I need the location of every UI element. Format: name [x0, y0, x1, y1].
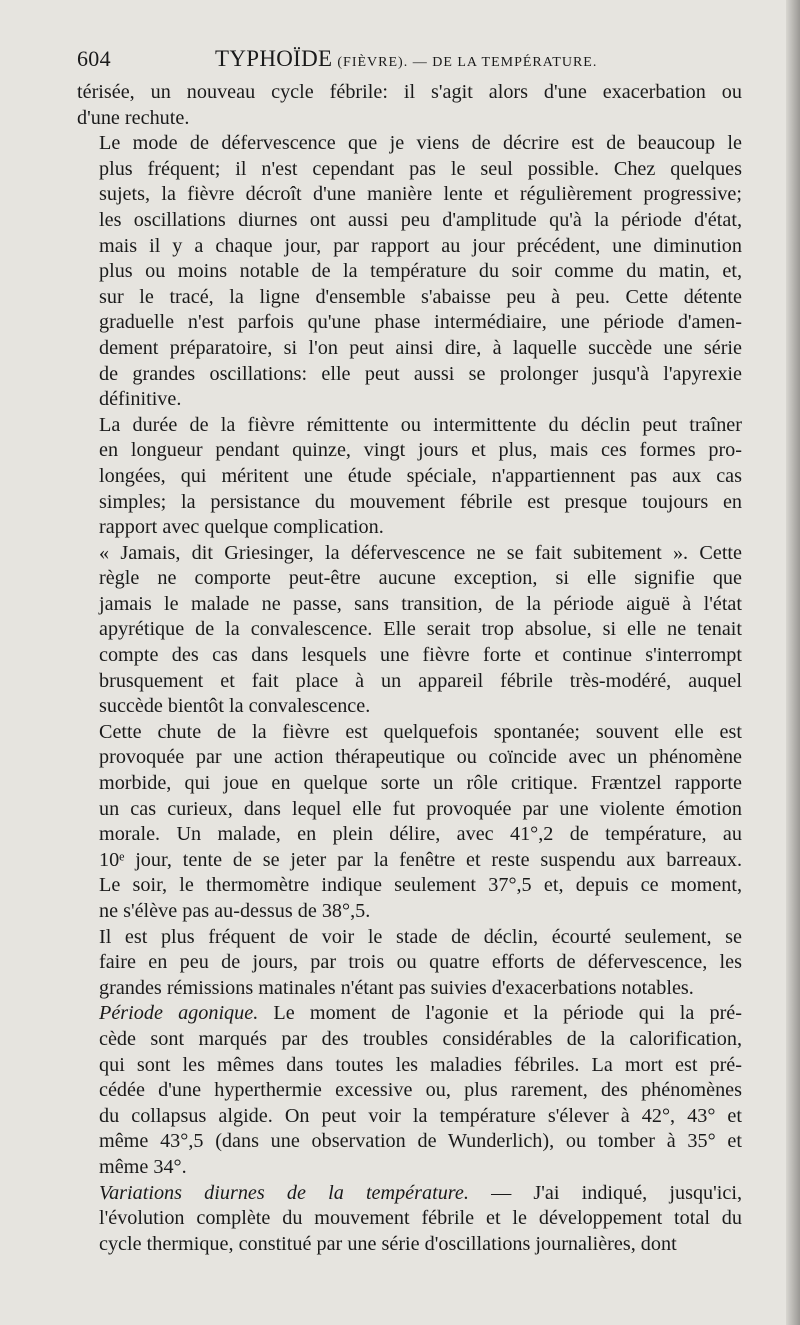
text-line: longées, qui méritent une étude spéciale, n'appartiennent pas aux cas	[99, 464, 742, 487]
text-line: du collapsus algide. On peut voir la température s'élever à 42°, 43° et	[99, 1104, 742, 1127]
paragraph	[77, 131, 742, 413]
text-line: définitive.	[99, 388, 182, 411]
page-number: 604	[77, 46, 111, 71]
text-line: Cette chute de la fièvre est quelquefois spontanée; souvent elle est	[99, 720, 742, 743]
paragraph	[77, 1181, 742, 1258]
text-line: « Jamais, dit Griesinger, la défervescence ne se fait subitement ». Cette	[99, 541, 742, 564]
text-line: un cas curieux, dans lequel elle fut provoquée par une violente émotion	[99, 797, 742, 820]
paragraph	[77, 413, 742, 541]
text-line: faire en peu de jours, par trois ou quatre efforts de défervescence, les	[99, 951, 742, 974]
text-line: même 34°.	[99, 1155, 187, 1178]
text-line: Période agonique. Le moment de l'agonie et la période qui la pré-	[99, 1002, 742, 1025]
text-line: 10ᵉ jour, tente de se jeter par la fenêtre et reste suspendu aux barreaux.	[99, 848, 742, 871]
italic-heading: Variations diurnes de la température.	[99, 1181, 469, 1204]
text-line: sujets, la fièvre décroît d'une manière lente et régulièrement progressive;	[99, 183, 742, 206]
text-line: Le soir, le thermomètre indique seulement 37°,5 et, depuis ce moment,	[99, 874, 742, 897]
paragraph	[77, 80, 742, 131]
text-line: La durée de la fièvre rémittente ou intermittente du déclin peut traîner	[99, 413, 742, 436]
paragraph	[77, 541, 742, 720]
text-line: plus ou moins notable de la température du soir comme du matin, et,	[99, 260, 742, 283]
text-line: cède sont marqués par des troubles considérables de la calorification,	[99, 1027, 742, 1050]
text-line: Variations diurnes de la température. — J'ai indiqué, jusqu'ici,	[99, 1181, 742, 1204]
text-line: morbide, qui joue en quelque sorte un rôle critique. Fræntzel rapporte	[99, 772, 742, 795]
text-line: brusquement et fait place à un appareil fébrile très-modéré, auquel	[99, 669, 742, 692]
text-line: mais il y a chaque jour, par rapport au jour précédent, une diminution	[99, 234, 742, 257]
text-line: graduelle n'est parfois qu'une phase intermédiaire, une période d'amen-	[99, 311, 742, 334]
text-line: succède bientôt la convalescence.	[99, 695, 371, 718]
text-line: ne s'élève pas au-dessus de 38°,5.	[99, 900, 371, 922]
text-line: térisée, un nouveau cycle fébrile: il s'agit alors d'une exacerbation ou	[77, 81, 742, 103]
text-line: compte des cas dans lesquels une fièvre forte et continue s'interrompt	[99, 644, 742, 667]
running-header	[77, 46, 742, 80]
text-line: règle ne comporte peut-être aucune exception, si elle signifie que	[99, 567, 742, 590]
text-line: cédée d'une hyperthermie excessive ou, plus rarement, des phénomènes	[99, 1079, 742, 1102]
text-line: Il est plus fréquent de voir le stade de déclin, écourté seulement, se	[99, 925, 742, 948]
text-line: les oscillations diurnes ont aussi peu d'amplitude qu'à la période d'état,	[99, 208, 742, 231]
paragraph	[77, 720, 742, 925]
running-subtitle: (FIÈVRE). — DE LA TEMPÉRATURE.	[337, 55, 598, 70]
text-line: même 43°,5 (dans une observation de Wunderlich), ou tomber à 35° et	[99, 1130, 742, 1153]
text-line: l'évolution complète du mouvement fébrile et le développement total du	[99, 1207, 742, 1230]
text-line: grandes rémissions matinales n'étant pas suivies d'exacerbations notables.	[99, 976, 694, 999]
text-line: dement préparatoire, si l'on peut ainsi dire, à laquelle succède une série	[99, 336, 742, 359]
page-edge	[786, 0, 800, 1325]
text-line: jamais le malade ne passe, sans transition, de la période aiguë à l'état	[99, 592, 742, 615]
text-line: cycle thermique, constitué par une série d'oscillations journalières, dont	[99, 1232, 677, 1255]
body-text	[77, 80, 742, 1257]
text-line: rapport avec quelque complication.	[99, 516, 384, 539]
text-line: simples; la persistance du mouvement fébrile est presque toujours en	[99, 490, 742, 513]
text-line: morale. Un malade, en plein délire, avec 41°,2 de température, au	[99, 823, 742, 846]
text-line: d'une rechute.	[77, 106, 190, 129]
text-line: qui sont les mêmes dans toutes les maladies fébriles. La mort est pré-	[99, 1053, 742, 1076]
text-line: provoquée par une action thérapeutique ou coïncide avec un phénomène	[99, 746, 742, 769]
paragraph	[77, 925, 742, 1002]
text-line: en longueur pendant quinze, vingt jours et plus, mais ces formes pro-	[99, 439, 742, 462]
text-line: Le mode de défervescence que je viens de décrire est de beaucoup le	[99, 132, 742, 155]
italic-heading: Période agonique.	[99, 1002, 259, 1025]
paragraph	[77, 1001, 742, 1180]
text-line: plus fréquent; il n'est cependant pas le seul possible. Chez quelques	[99, 157, 742, 180]
text-line: sur le tracé, la ligne d'ensemble s'abaisse peu à peu. Cette détente	[99, 285, 742, 308]
text-line: de grandes oscillations: elle peut aussi se prolonger jusqu'à l'apyrexie	[99, 362, 742, 385]
text-line: apyrétique de la convalescence. Elle serait trop absolue, si elle ne tenait	[99, 618, 742, 641]
running-title: TYPHOÏDE	[215, 46, 333, 71]
